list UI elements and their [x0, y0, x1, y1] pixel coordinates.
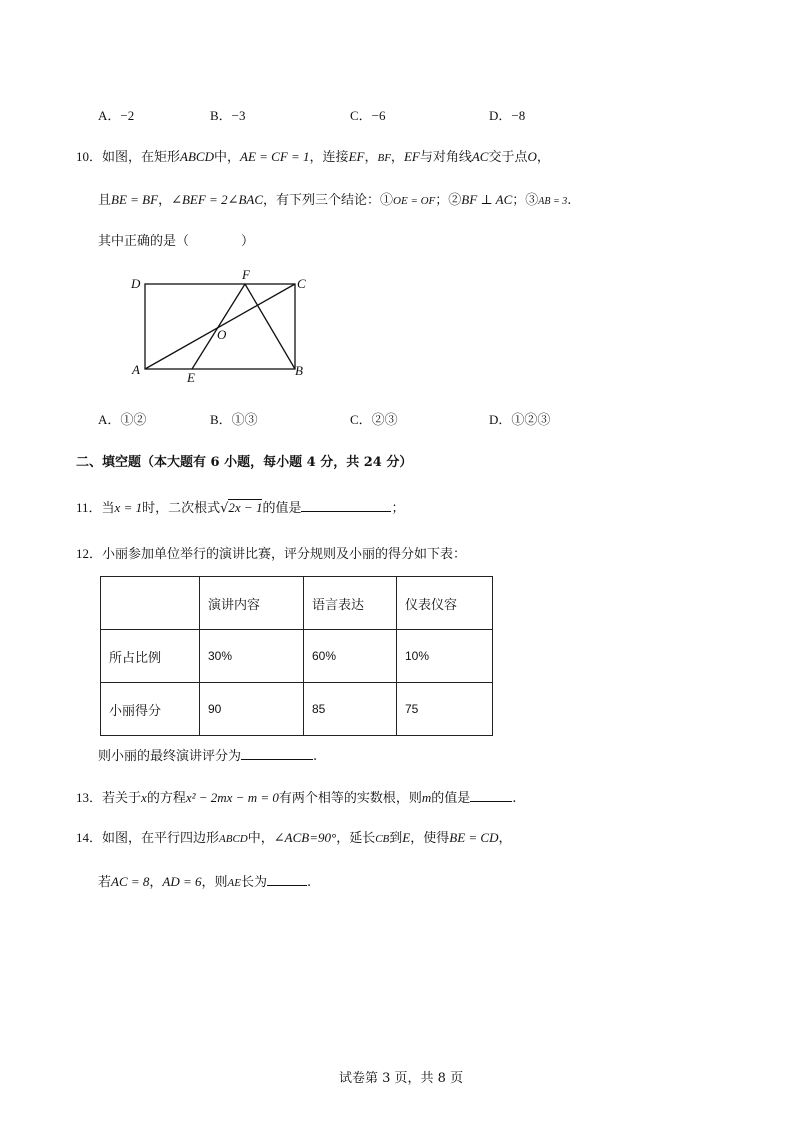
question-12: 12．小丽参加单位举行的演讲比赛，评分规则及小丽的得分如下表： — [76, 546, 467, 562]
label-f: F — [242, 268, 250, 282]
rectangle-figure — [125, 268, 315, 388]
question-number: 10． — [76, 149, 103, 164]
label-b: B — [295, 363, 303, 378]
radicand: 2x − 1 — [228, 500, 263, 515]
table-cell: 85 — [304, 683, 397, 736]
table-cell: 60% — [304, 630, 397, 683]
table-cell — [101, 577, 200, 630]
question-11: 11．当x = 1时，二次根式√2x − 1的值是 ； — [76, 500, 405, 516]
table-cell: 语言表达 — [304, 577, 397, 630]
q10-option-d: D．①②③ — [489, 412, 551, 427]
answer-blank[interactable] — [301, 499, 391, 512]
radical-sign: √ — [220, 501, 229, 516]
question-10-line1: 10．如图，在矩形ABCD中，AE = CF = 1，连接EF，BF，EF与对角线AC交于点O， — [76, 149, 550, 165]
score-table — [100, 576, 493, 736]
answer-blank[interactable] — [267, 873, 307, 886]
question-14-line2: 若AC = 8，AD = 6，则AE长为 . — [98, 874, 312, 890]
table-cell: 仪表仪容 — [397, 577, 493, 630]
option-d: D．−8 — [489, 108, 526, 123]
label-a: A — [132, 362, 140, 377]
option-c: C．−6 — [350, 108, 386, 123]
question-12-prompt: 则小丽的最终演讲评分为 . — [98, 749, 318, 764]
answer-blank[interactable] — [241, 747, 313, 760]
segment-bf — [245, 284, 295, 369]
question-10-line3: 其中正确的是（ ） — [98, 234, 255, 249]
question-13: 13．若关于x的方程x² − 2mx − m = 0有两个相等的实数根，则m的值是 . — [76, 790, 517, 806]
page-footer: 试卷第 3 页，共 8 页 — [339, 1071, 464, 1086]
question-14-line1: 14．如图，在平行四边形ABCD中，∠ACB=90°，延长CB到E，使得BE = CD， — [76, 830, 512, 846]
question-10-line2: 且BE = BF，∠BEF = 2∠BAC，有下列三个结论：①OE = OF；②BF ⊥ AC；③AB = 3. — [98, 192, 572, 208]
table-row — [101, 683, 493, 736]
section-heading: 二、填空题（本大题有 6 小题，每小题 4 分，共 24 分） — [76, 455, 413, 470]
option-b: B．−3 — [210, 108, 246, 123]
table-row — [101, 630, 493, 683]
table-cell: 10% — [397, 630, 493, 683]
label-o: O — [217, 327, 227, 342]
table-cell: 75 — [397, 683, 493, 736]
q10-option-c: C．②③ — [350, 412, 398, 427]
q10-option-a: A．①② — [98, 412, 147, 427]
label-d: D — [131, 276, 141, 291]
table-header-row — [101, 577, 493, 630]
label-e: E — [187, 370, 195, 385]
table-cell: 演讲内容 — [200, 577, 304, 630]
table-cell: 所占比例 — [101, 630, 200, 683]
label-c: C — [297, 276, 306, 291]
option-a: A．−2 — [98, 108, 135, 123]
table-cell: 小丽得分 — [101, 683, 200, 736]
q10-option-b: B．①③ — [210, 412, 258, 427]
table-cell: 30% — [200, 630, 304, 683]
answer-blank[interactable] — [470, 789, 512, 802]
table-cell: 90 — [200, 683, 304, 736]
